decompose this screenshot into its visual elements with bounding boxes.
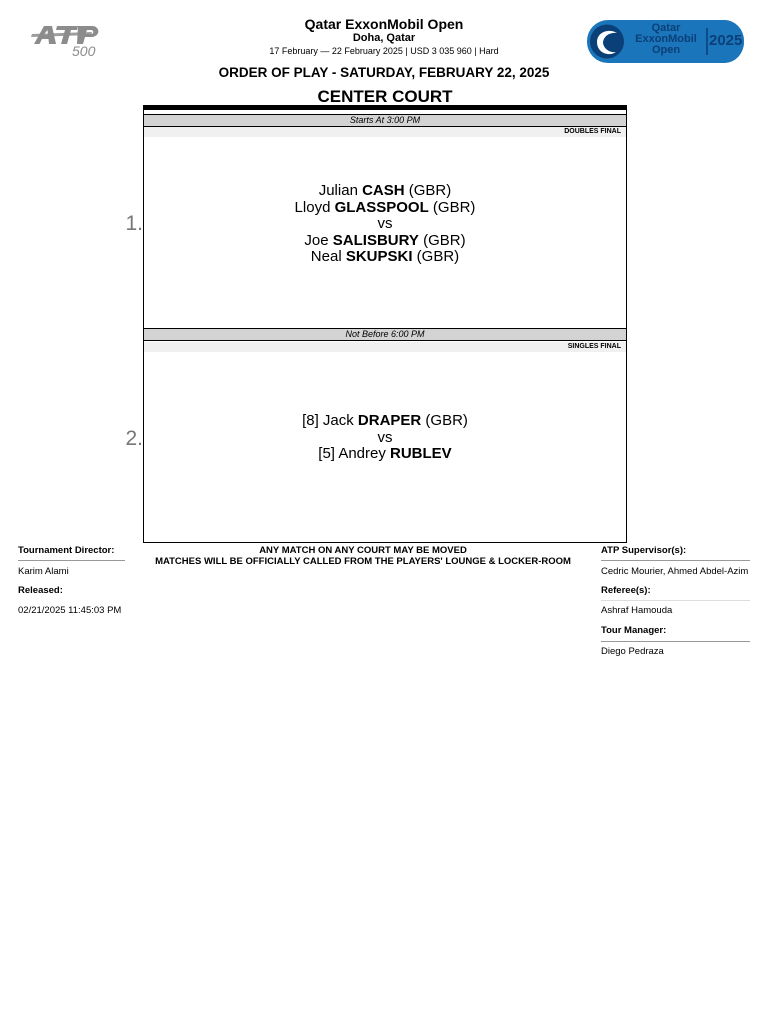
atp-500-logo [30,22,104,60]
qatar-logo-line1: Qatar [651,22,681,34]
notice-official-call: MATCHES WILL BE OFFICIALLY CALLED FROM THE PLAYERS' LOUNGE & LOCKER-ROOM [155,556,571,567]
match-number-2: 2. [125,427,143,450]
released-timestamp: 02/21/2025 11:45:03 PM [18,605,122,616]
tour-manager-name: Diego Pedraza [601,646,664,657]
supervisor-names: Cedric Mourier, Ahmed Abdel-Azim [601,566,749,577]
court-schedule-box [143,105,627,543]
match-1-line: Joe SALISBURY (GBR) [304,231,466,249]
qatar-logo-year: 2025 [709,32,743,49]
director-name: Karim Alami [18,566,69,577]
divider [601,600,750,601]
tournament-title: Qatar ExxonMobil Open [304,16,464,32]
match-2-line: [5] Andrey RUBLEV [318,445,452,462]
notice-match-moved: ANY MATCH ON ANY COURT MAY BE MOVED [259,545,467,556]
court-name: CENTER COURT [317,87,453,106]
match-2-vs: vs [377,428,393,446]
director-label: Tournament Director: [18,545,115,556]
order-of-play-title: ORDER OF PLAY - SATURDAY, FEBRUARY 22, 2025 [218,65,550,80]
match-number-1: 1. [125,212,143,235]
match-1-line: Neal SKUPSKI (GBR) [310,248,460,265]
tournament-location: Doha, Qatar [352,32,416,44]
referee-label: Referee(s): [601,585,651,596]
supervisor-label: ATP Supervisor(s): [601,545,687,556]
divider [18,560,125,561]
released-label: Released: [18,585,63,596]
tour-manager-label: Tour Manager: [601,625,667,636]
match-1-players [144,183,626,266]
match-1-round: DOUBLES FINAL [144,127,626,137]
qatar-logo-line2: ExxonMobil [635,33,697,45]
referee-name: Ashraf Hamouda [601,605,673,616]
divider [601,641,750,642]
match-2-line: [8] Jack DRAPER (GBR) [302,412,468,429]
match-2-round: SINGLES FINAL [144,342,626,352]
divider [601,560,750,561]
match-2-players [144,413,626,463]
qatar-logo-line3: Open [651,44,681,56]
tournament-meta: 17 February — 22 February 2025 | USD 3 035 960 | Hard [269,46,499,56]
match-1-time: Starts At 3:00 PM [144,114,626,127]
match-1-vs: vs [377,215,393,232]
match-1-line: Julian CASH (GBR) [318,182,452,199]
atp-500-label: 500 [72,43,96,59]
match-2-time: Not Before 6:00 PM [144,328,626,341]
match-1-line: Lloyd GLASSPOOL (GBR) [294,198,476,216]
